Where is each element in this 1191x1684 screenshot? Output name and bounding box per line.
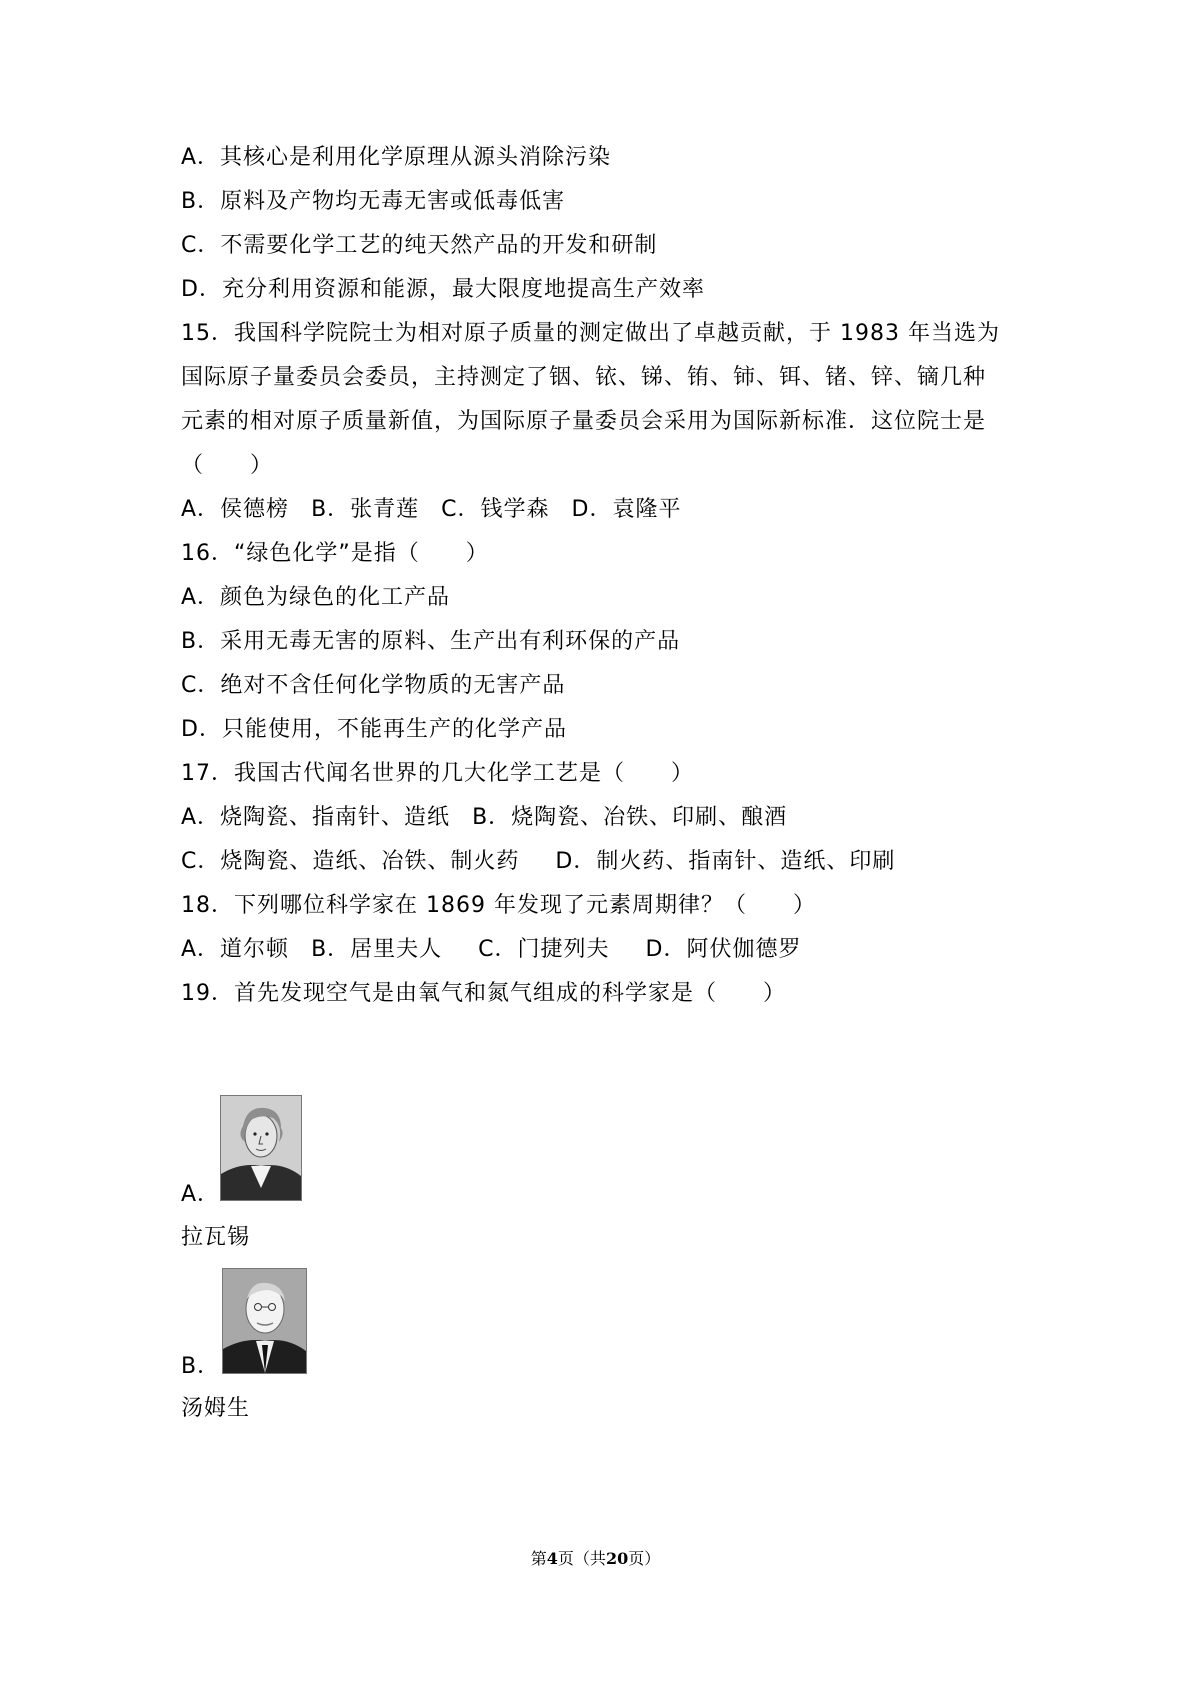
q17-option-b: B．烧陶瓷、冶铁、印刷、酿酒 <box>472 805 788 830</box>
q15-stem-line-3: 元素的相对原子质量新值，为国际原子量委员会采用为国际新标准．这位院士是 <box>181 409 987 434</box>
q14-option-c: C．不需要化学工艺的纯天然产品的开发和研制 <box>181 233 658 258</box>
q19-option-b-name: 汤姆生 <box>181 1396 251 1421</box>
lavoisier-portrait <box>220 1095 302 1201</box>
footer-prefix: 第 <box>530 1549 547 1568</box>
q18-option-a: A．道尔顿 <box>181 937 290 962</box>
q19-option-b-label: B． <box>181 1354 221 1379</box>
q17-option-d: D．制火药、指南针、造纸、印刷 <box>555 849 896 874</box>
q15-stem-line-2: 国际原子量委员会委员，主持测定了铟、铱、锑、铕、铈、铒、锗、锌、镝几种 <box>181 365 987 390</box>
q16-stem: 16．“绿色化学”是指（ ） <box>181 541 489 566</box>
footer-page-number: 4 <box>546 1549 558 1568</box>
q15-option-d: D．袁隆平 <box>571 497 682 522</box>
q17-option-c: C．烧陶瓷、造纸、冶铁、制火药 <box>181 849 520 874</box>
q17-stem: 17．我国古代闻名世界的几大化学工艺是（ ） <box>181 761 694 786</box>
q15-option-a: A．侯德榜 <box>181 497 290 522</box>
q17-option-a: A．烧陶瓷、指南针、造纸 <box>181 805 451 830</box>
q19-stem: 19．首先发现空气是由氧气和氮气组成的科学家是（ ） <box>181 981 786 1006</box>
q18-option-c: C．门捷列夫 <box>478 937 610 962</box>
q14-option-d: D．充分利用资源和能源，最大限度地提高生产效率 <box>181 277 705 302</box>
q16-option-c: C．绝对不含任何化学物质的无害产品 <box>181 673 566 698</box>
q15-options <box>181 495 681 525</box>
footer-suffix: 页） <box>628 1549 661 1568</box>
footer-mid: 页（共 <box>557 1549 606 1568</box>
q17-options-cd <box>181 847 895 877</box>
q16-option-b: B．采用无毒无害的原料、生产出有利环保的产品 <box>181 629 681 654</box>
q17-options-ab <box>181 803 787 833</box>
q14-option-b: B．原料及产物均无毒无害或低毒低害 <box>181 189 566 214</box>
q18-option-d: D．阿伏伽德罗 <box>645 937 802 962</box>
footer-total-pages: 20 <box>605 1549 629 1568</box>
thomson-portrait <box>222 1268 307 1374</box>
q16-option-d: D．只能使用，不能再生产的化学产品 <box>181 717 567 742</box>
q15-stem-line-1: 15．我国科学院院士为相对原子质量的测定做出了卓越贡献，于 1983 年当选为 <box>181 321 1000 346</box>
q18-option-b: B．居里夫人 <box>311 937 443 962</box>
q16-option-a: A．颜色为绿色的化工产品 <box>181 585 451 610</box>
q15-option-b: B．张青莲 <box>311 497 420 522</box>
q19-option-a-label: A． <box>181 1182 221 1207</box>
q15-option-c: C．钱学森 <box>441 497 550 522</box>
q18-stem: 18．下列哪位科学家在 1869 年发现了元素周期律？（ ） <box>181 893 816 918</box>
q19-option-a-name: 拉瓦锡 <box>181 1225 251 1250</box>
q18-options <box>181 935 801 965</box>
q14-option-a: A．其核心是利用化学原理从源头消除污染 <box>181 145 612 170</box>
page-footer <box>0 1548 1191 1570</box>
q15-stem-line-4: （ ） <box>181 453 274 478</box>
